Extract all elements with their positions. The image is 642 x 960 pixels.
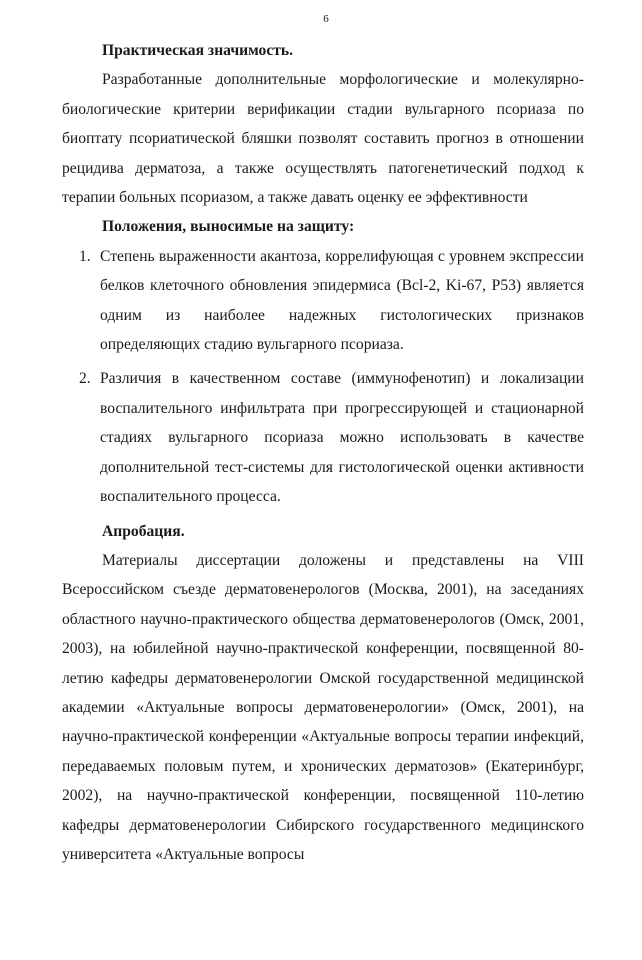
thesis-number: 2. bbox=[79, 370, 91, 388]
approbation-paragraph: Материалы диссертации доложены и представлены на VIII Всероссийском съезде дерматовенерологов (Москва, 2001), на заседаниях областного научно-практического общества дерматовенерологов (Омск, 2001, 2003), на юбилейной научно-практической конференции, посвященной 80-летию кафедры дерматовенерологии Омской государственной медицинской академии «Актуальные вопросы дерматовенерологии» (Омск, 2001), на научно-практической конференции «Актуальные вопросы терапии инфекций, передаваемых половым путем, и хронических дерматозов» (Екатеринбург, 2002), на научно-практической конференции, посвященной 110-летию кафедры дерматовенерологии Сибирского государственного медицинского университета «Актуальные вопросы bbox=[62, 551, 584, 863]
thesis-text: Степень выраженности акантоза, коррелифующая с уровнем экспрессии белков клеточного обновления эпидермиса (Bcl-2, Ki-67, P53) является одним из наиболее надежных гистологических признаков определяющих стадию вульгарного псориаза. bbox=[100, 247, 584, 354]
approbation-heading: Апробация. bbox=[102, 522, 185, 540]
thesis-item bbox=[62, 242, 584, 360]
defense-theses-heading: Положения, выносимые на защиту: bbox=[102, 218, 355, 236]
thesis-number: 1. bbox=[79, 247, 91, 265]
thesis-text: Различия в качественном составе (иммунофенотип) и локализации воспалительного инфильтрата при прогрессирующей и стационарной стадиях вульгарного псориаза можно использовать в качестве дополнительной тест-системы для гистологической оценки активности воспалительного процесса. bbox=[100, 370, 584, 506]
practical-significance-paragraph: Разработанные дополнительные морфологические и молекулярно-биологические критерии верификации стадии вульгарного псориаза по биоптату псориатической бляшки позволят составить прогноз в отношении рецидива дерматоза, а также осуществлять патогенетический подход к терапии больных псориазом, а также давать оценку ее эффективности bbox=[62, 71, 584, 207]
thesis-item bbox=[62, 364, 584, 511]
practical-significance-heading: Практическая значимость. bbox=[102, 42, 294, 59]
page-number: 6 bbox=[323, 13, 329, 25]
defense-theses-list bbox=[62, 242, 584, 512]
